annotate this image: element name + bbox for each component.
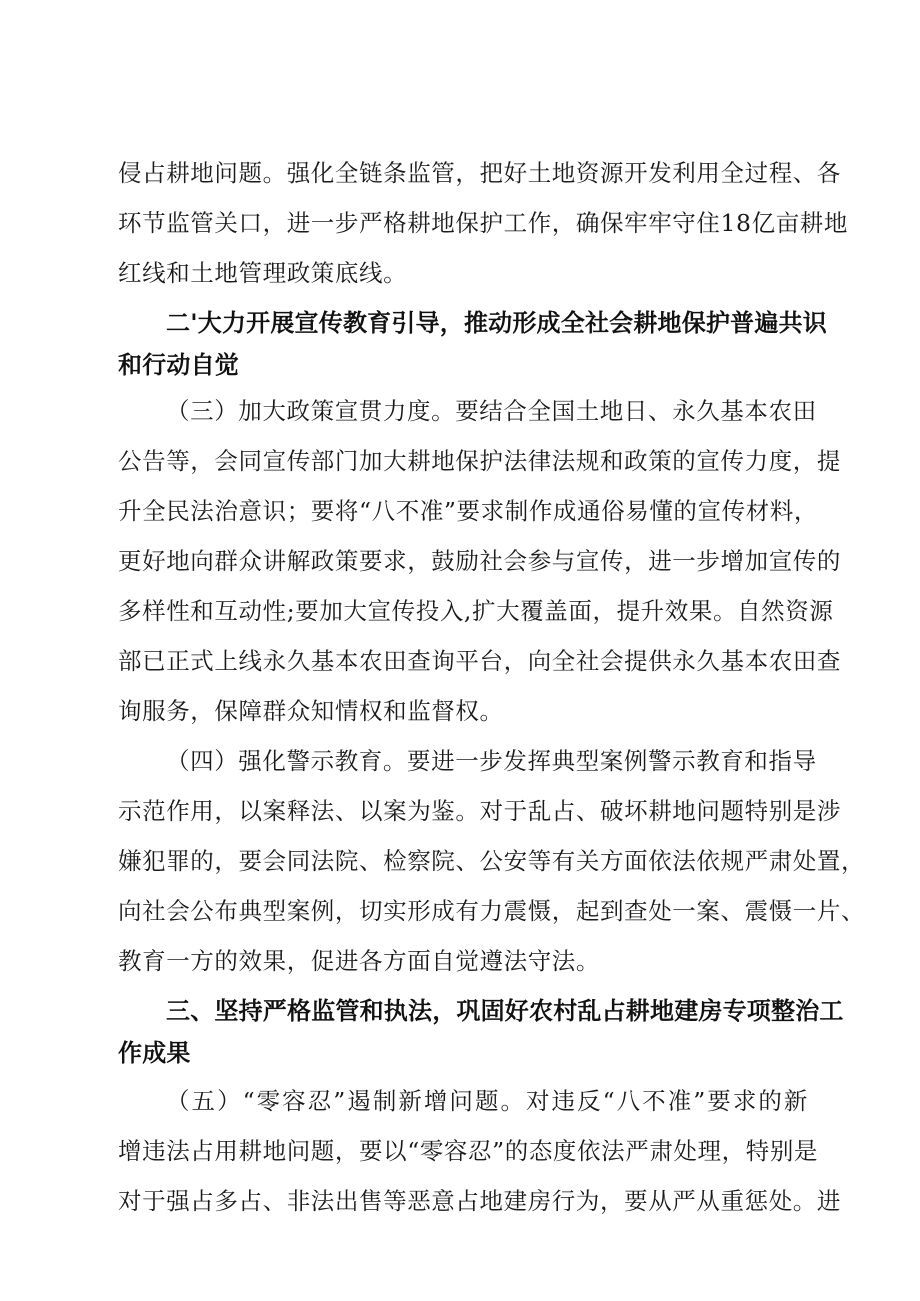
item-four-line-5: 教育一方的效果，促进各方面自觉遵法守法。 — [118, 947, 600, 975]
item-four-line-3: 嫌犯罪的，要会同法院、检察院、公安等有关方面依法依规严肃处置， — [118, 847, 866, 875]
item-three-line-1: （三）加大政策宣贯力度。要结合全国土地日、永久基本农田 — [166, 397, 817, 425]
item-three-line-5: 多样性和互动性;要加大宣传投入,扩大覆盖面，提升效果。自然资源 — [118, 597, 834, 625]
section-two-heading-line-2: 和行动自觉 — [118, 351, 239, 379]
item-five-line-1: （五）“零容忍”遏制新增问题。对违反“八不准”要求的新 — [166, 1087, 808, 1115]
item-three-line-6: 部已正式上线永久基本农田查询平台，向全社会提供永久基本农田查 — [118, 647, 841, 675]
continuation-line-1: 侵占耕地问题。强化全链条监管，把好土地资源开发利用全过程、各 — [118, 159, 841, 187]
item-three-line-7: 询服务，保障群众知情权和监督权。 — [118, 697, 504, 725]
item-four-line-4: 向社会公布典型案例，切实形成有力震慑，起到查处一案、震慑一片、 — [118, 897, 866, 925]
section-three-heading-line-2: 作成果 — [118, 1039, 191, 1067]
item-three-line-3: 升全民法治意识；要将“八不准”要求制作成通俗易懂的宣传材料， — [118, 497, 819, 525]
item-five-line-3: 对于强占多占、非法出售等恶意占地建房行为，要从严从重惩处。进 — [118, 1187, 841, 1215]
continuation-line-2: 环节监管关口，进一步严格耕地保护工作，确保牢牢守住18亿亩耕地 — [118, 209, 849, 237]
item-four-line-2: 示范作用，以案释法、以案为鉴。对于乱占、破坏耕地问题特别是涉 — [118, 797, 841, 825]
section-two-heading-line-1: 二'大力开展宣传教育引导，推动形成全社会耕地保护普遍共识 — [166, 309, 827, 337]
item-four-line-1: （四）强化警示教育。要进一步发挥典型案例警示教育和指导 — [166, 747, 817, 775]
section-three-heading-line-1: 三、坚持严格监管和执法，巩固好农村乱占耕地建房专项整治工 — [166, 997, 844, 1025]
item-three-line-2: 公告等，会同宣传部门加大耕地保护法律法规和政策的宣传力度，提 — [118, 447, 841, 475]
item-three-line-4: 更好地向群众讲解政策要求，鼓励社会参与宣传，进一步增加宣传的 — [118, 547, 841, 575]
item-five-line-2: 增违法占用耕地问题，要以“零容忍”的态度依法严肃处理，特别是 — [118, 1137, 819, 1165]
continuation-line-3: 红线和土地管理政策底线。 — [118, 259, 408, 287]
